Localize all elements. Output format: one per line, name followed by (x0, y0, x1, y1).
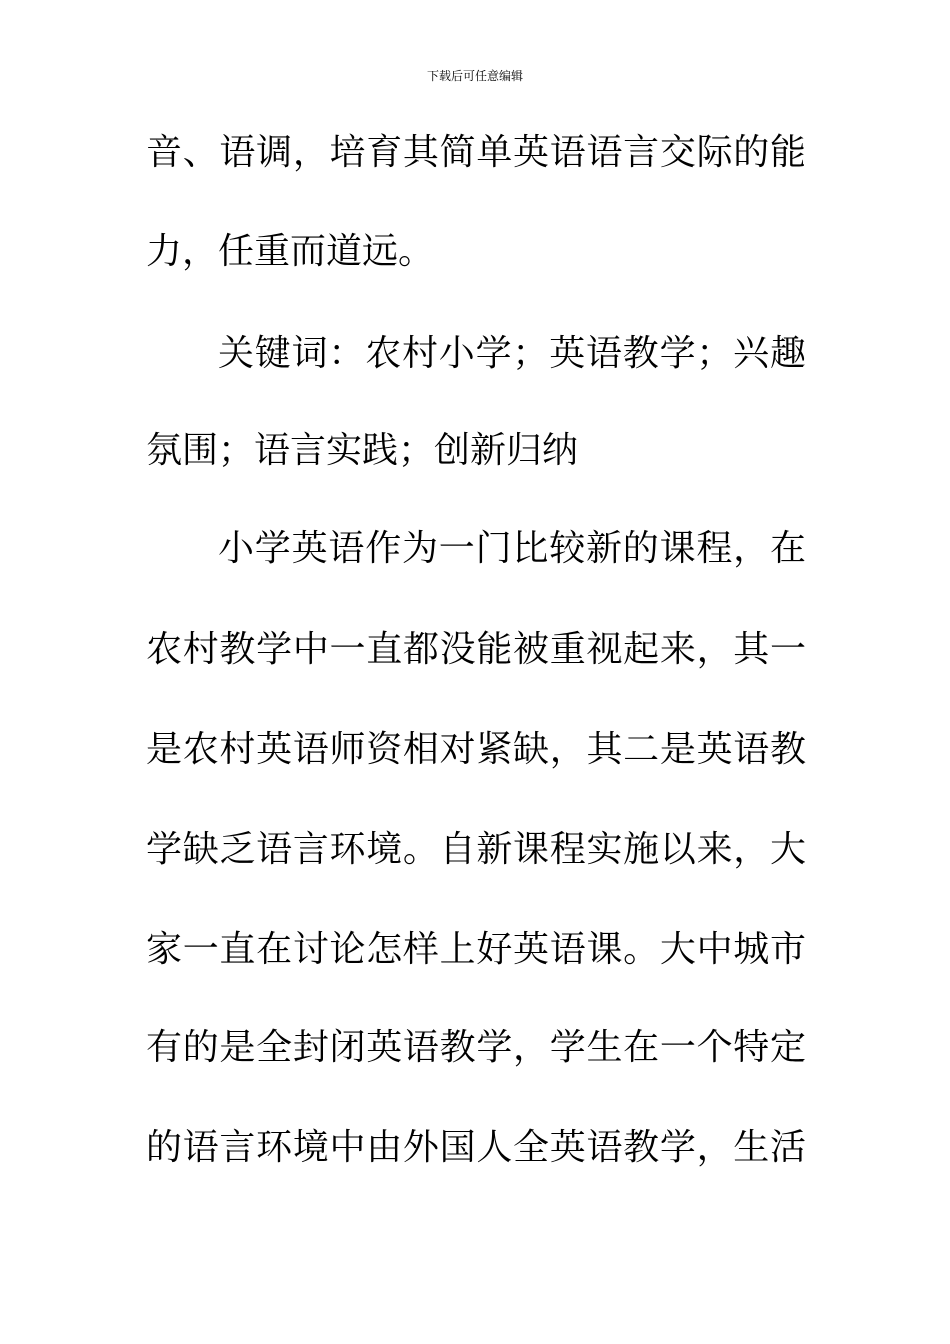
body-text-line: 有的是全封闭英语教学，学生在一个特定 (146, 1027, 806, 1068)
body-text-line: 农村教学中一直都没能被重视起来，其一 (146, 629, 806, 670)
body-text-line: 的语言环境中由外国人全英语教学，生活 (146, 1127, 806, 1168)
body-text-line: 小学英语作为一门比较新的课程，在 (218, 528, 806, 569)
keywords-line: 氛围；语言实践；创新归纳 (146, 430, 579, 471)
body-text-line: 力，任重而道远。 (146, 231, 435, 272)
keywords-line: 关键词：农村小学；英语教学；兴趣 (218, 333, 806, 374)
body-text-line: 音、语调，培育其简单英语语言交际的能 (146, 132, 806, 173)
header-note: 下载后可任意编辑 (426, 69, 523, 83)
body-text-line: 是农村英语师资相对紧缺，其二是英语教 (146, 729, 806, 770)
body-text-line: 家一直在讨论怎样上好英语课。大中城市 (146, 929, 806, 970)
body-text-line: 学缺乏语言环境。自新课程实施以来，大 (146, 829, 806, 870)
